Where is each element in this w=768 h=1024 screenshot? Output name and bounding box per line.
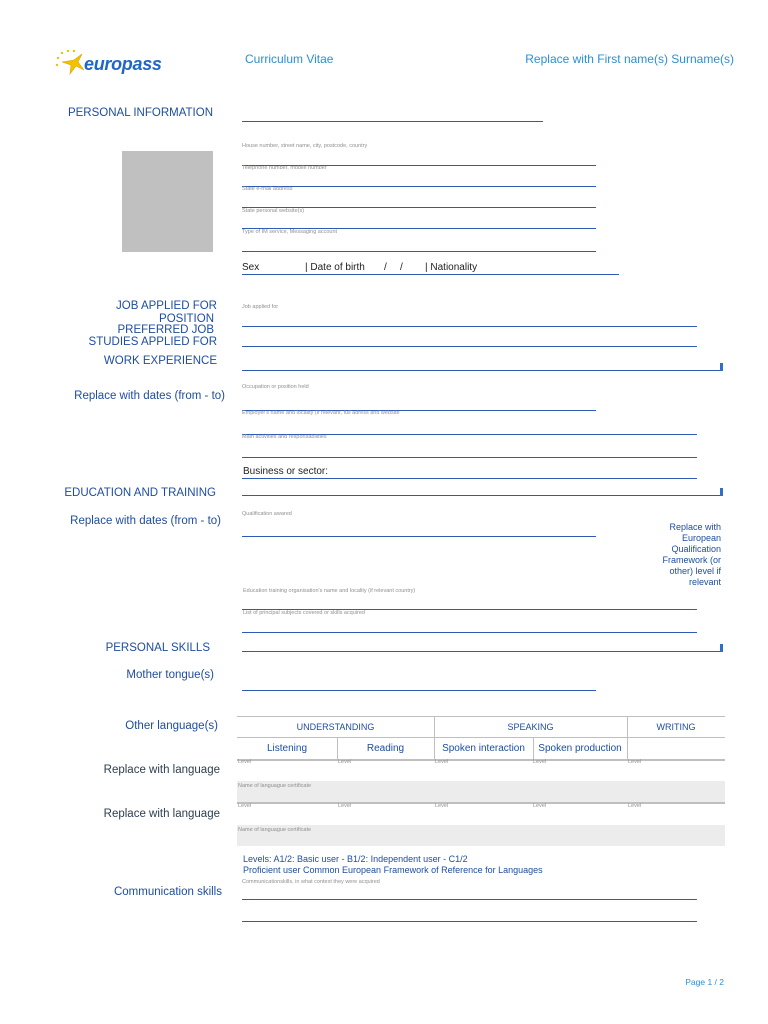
level-hint: Level: [238, 759, 252, 765]
section-end-marker: [720, 644, 723, 652]
communication-hint: Communicationskills, in what context they were acquired: [242, 879, 380, 885]
activities-hint: Main activities and responsabilities: [242, 434, 327, 440]
occupation-hint: Occupation or position held: [242, 384, 309, 390]
nationality-label: | Nationality: [425, 262, 478, 273]
subjects-line[interactable]: [242, 632, 697, 633]
preferred-job-label: PREFERRED JOB: [117, 324, 214, 336]
name-placeholder: Replace with First name(s) Surname(s): [525, 52, 734, 66]
website-hint: State personal website(s): [242, 208, 305, 214]
phone-field-line[interactable]: [242, 186, 596, 187]
mother-tongue-line[interactable]: [242, 690, 596, 691]
levels-note-line2: Proficient user Common European Framework of Reference for Languages: [243, 865, 543, 875]
other-languages-label: Other language(s): [125, 720, 218, 732]
job-applied-label: JOB APPLIED FOR: [116, 300, 217, 312]
grid-top-border: [237, 716, 725, 717]
eqf-line: relevant: [688, 577, 721, 587]
grid-row-border: [237, 802, 725, 804]
subjects-hint: List of principal subjects covered or skills acquired: [243, 610, 365, 616]
im-field-line[interactable]: [242, 251, 596, 252]
europass-logo: [54, 48, 164, 80]
im-hint: Type of IM service, Messaging account: [242, 229, 338, 235]
work-dates-label: Replace with dates (from - to): [74, 390, 225, 402]
levels-note-line1: Levels: A1/2: Basic user - B1/2: Independent user - C1/2: [243, 854, 468, 864]
dob-separator: /: [400, 262, 403, 273]
sub-header-spoken-production: Spoken production: [538, 743, 622, 754]
certificate-hint: Name of languague certificate: [238, 827, 312, 833]
sub-header-spoken-interaction: Spoken interaction: [442, 743, 525, 754]
business-sector-label: Business or sector:: [243, 466, 329, 477]
education-dates-label: Replace with dates (from - to): [70, 515, 221, 527]
level-hint: Level: [533, 759, 547, 765]
level-hint: Level: [435, 759, 449, 765]
level-hint: Level: [628, 759, 642, 765]
level-hint: Level: [533, 803, 547, 809]
dob-separator: /: [384, 262, 387, 273]
section-title-personal-skills: PERSONAL SKILLS: [105, 642, 210, 654]
email-hint: State e-mail address: [242, 186, 293, 192]
page-number: Page 1 / 2: [685, 977, 724, 987]
mother-tongue-label: Mother tongue(s): [126, 669, 214, 681]
sub-header-listening: Listening: [266, 743, 308, 754]
level-hint: Level: [338, 759, 352, 765]
grid-row-border: [237, 737, 725, 738]
qualification-hint: Qualification awared: [242, 511, 292, 517]
level-hint: Level: [628, 803, 642, 809]
language-row-label: Replace with language: [103, 808, 220, 820]
section-title-work-experience: WORK EXPERIENCE: [103, 355, 217, 367]
section-end-marker: [720, 488, 723, 496]
sub-header-reading: Reading: [366, 743, 405, 754]
section-title-personal-information: PERSONAL INFORMATION: [67, 107, 213, 119]
activities-line[interactable]: [242, 457, 697, 458]
position-label: POSITION: [159, 313, 214, 325]
communication-line[interactable]: [242, 921, 697, 922]
job-applied-hint: Job applied for: [242, 304, 279, 310]
eqf-line: Qualification: [671, 544, 721, 554]
col-header-writing: WRITING: [656, 722, 696, 732]
divider: [242, 121, 543, 122]
divider: [242, 651, 722, 652]
eqf-line: Framework (or: [662, 555, 721, 565]
language-row-label: Replace with language: [103, 764, 220, 776]
sex-dob-nationality-line[interactable]: [242, 274, 619, 275]
communication-skills-label: Communication skills: [113, 886, 222, 898]
grid-row-border: [237, 759, 725, 761]
job-applied-line[interactable]: [242, 326, 697, 327]
eqf-level-note: [640, 522, 721, 588]
organisation-hint: Education training organisation's name and locality (if relevant country): [243, 588, 416, 594]
section-title-education-training: EDUCATION AND TRAINING: [64, 487, 216, 499]
eqf-line: other) level if: [669, 566, 721, 576]
level-hint: Level: [435, 803, 449, 809]
eqf-line: European: [681, 533, 721, 543]
qualification-line[interactable]: [242, 536, 596, 537]
date-of-birth-label: | Date of birth: [305, 262, 365, 273]
certificate-hint: Name of languague certificate: [238, 783, 312, 789]
section-end-marker: [720, 363, 723, 371]
studies-applied-label: STUDIES APPLIED FOR: [88, 336, 217, 348]
col-header-speaking: SPEAKING: [507, 722, 554, 732]
document-title: Curriculum Vitae: [245, 52, 334, 66]
col-header-understanding: UNDERSTANDING: [296, 722, 375, 732]
eqf-line: Replace with: [669, 522, 721, 532]
business-sector-line[interactable]: [242, 478, 697, 479]
phone-hint: Telephone number, mobile number: [242, 165, 327, 171]
level-hint: Level: [238, 803, 252, 809]
level-hint: Level: [338, 803, 352, 809]
communication-line[interactable]: [242, 899, 697, 900]
grid-divider: [627, 737, 628, 759]
europass-logo-text: europass: [84, 54, 162, 74]
employer-hint: Employer's name and locality (if relevant, full adress and website: [242, 410, 400, 416]
address-hint: House number, street name, city, postcode, country: [242, 143, 368, 149]
divider: [242, 495, 722, 496]
studies-applied-line[interactable]: [242, 346, 697, 347]
photo-placeholder: [122, 151, 213, 252]
divider: [242, 370, 722, 371]
sex-label: Sex: [242, 262, 260, 273]
